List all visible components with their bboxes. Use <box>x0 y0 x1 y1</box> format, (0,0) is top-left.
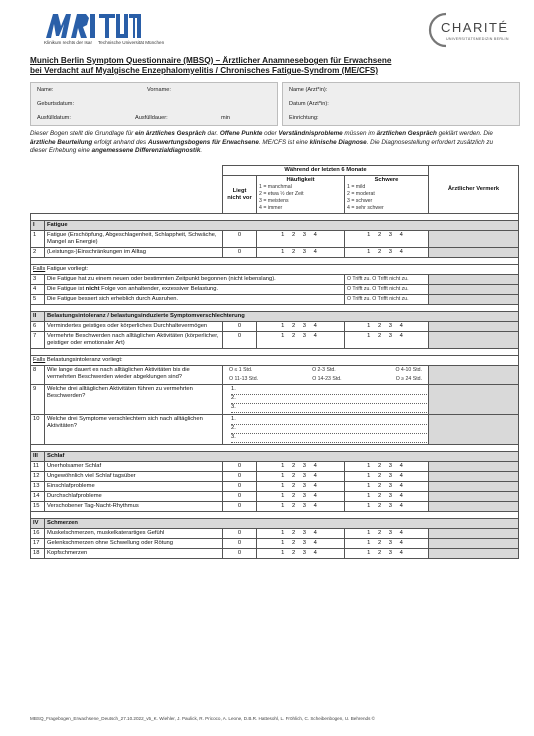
charite-subtitle: UNIVERSITÄTSMEDIZIN BERLIN <box>446 37 509 41</box>
haeufigkeit-legend-3: 3 = meistens <box>259 198 289 204</box>
haeufigkeit-scale[interactable]: 1 2 3 4 <box>257 549 345 559</box>
item-row <box>31 529 519 539</box>
geburtsdatum-field[interactable]: Geburtsdatum: <box>37 101 74 107</box>
trifft-options[interactable] <box>345 295 429 305</box>
section-title: Schlaf <box>45 452 519 462</box>
item-text: Fatigue (Erschöpfung, Abgeschlagenheit, Schlappheit, Schwäche, Mangel an Energie) <box>45 231 223 248</box>
conditional-falls: Falls <box>33 357 46 363</box>
item-row <box>31 549 519 559</box>
trifft-options[interactable] <box>345 285 429 295</box>
patient-info-box <box>30 82 278 126</box>
haeufigkeit-scale[interactable]: 1 2 3 4 <box>257 332 345 349</box>
spacer <box>31 349 519 356</box>
liegt-header: Liegt nicht vor <box>223 176 257 214</box>
liegt-nicht-vor-option[interactable]: 0 <box>223 231 257 248</box>
haeufigkeit-scale[interactable]: 1 2 3 4 <box>257 529 345 539</box>
item-number: 17 <box>31 539 45 549</box>
trifft-zu-option[interactable]: O Trifft zu. <box>347 276 371 282</box>
liegt-nicht-vor-option[interactable]: 0 <box>223 462 257 472</box>
schwere-scale[interactable]: 1 2 3 4 <box>345 332 429 349</box>
haeufigkeit-header <box>257 176 345 214</box>
item-number: 2 <box>31 248 45 258</box>
item-number: 11 <box>31 462 45 472</box>
schwere-legend-3: 3 = schwer <box>347 198 373 204</box>
item-number: 12 <box>31 472 45 482</box>
conditional-text <box>31 265 519 275</box>
item-row <box>31 539 519 549</box>
vermerk-header: Ärztlicher Vermerk <box>429 166 519 214</box>
section-number: III <box>31 452 45 462</box>
item-row <box>31 295 519 305</box>
vermerk-cell <box>429 285 519 295</box>
item-text: Welche drei Symptome verschlechtern sich nach alltäglichen Aktivitäten? <box>45 415 223 445</box>
item-number: 1 <box>31 231 45 248</box>
schwere-scale[interactable]: 1 2 3 4 <box>345 472 429 482</box>
item-number: 7 <box>31 332 45 349</box>
item-number: 9 <box>31 385 45 415</box>
trifft-zu-option[interactable]: O Trifft zu. <box>347 286 371 292</box>
duration-options <box>223 366 429 385</box>
item-number: 14 <box>31 492 45 502</box>
vermerk-cell <box>429 231 519 248</box>
questionnaire-table <box>30 165 519 559</box>
vermerk-cell <box>429 295 519 305</box>
free-text-line[interactable] <box>231 386 431 395</box>
liegt-nicht-vor-option[interactable]: 0 <box>223 492 257 502</box>
line-number: 3. <box>231 434 236 440</box>
item-text: Ungewöhnlich viel Schlaf tagsüber <box>45 472 223 482</box>
item-text: Die Fatigue hat zu einem neuen oder bestimmten Zeitpunkt begonnen (nicht lebenslang). <box>45 275 345 285</box>
liegt-nicht-vor-option[interactable]: 0 <box>223 248 257 258</box>
haeufigkeit-scale[interactable]: 1 2 3 4 <box>257 231 345 248</box>
haeufigkeit-scale[interactable]: 1 2 3 4 <box>257 462 345 472</box>
vermerk-cell <box>429 539 519 549</box>
haeufigkeit-scale[interactable]: 1 2 3 4 <box>257 482 345 492</box>
vermerk-cell <box>429 275 519 285</box>
trifft-zu-option[interactable]: O Trifft zu. <box>347 296 371 302</box>
item-row <box>31 472 519 482</box>
free-text-lines <box>223 415 429 445</box>
trifft-options[interactable] <box>345 275 429 285</box>
item-text: Einschlafprobleme <box>45 482 223 492</box>
free-text-line[interactable] <box>231 395 431 404</box>
title-line-1: Munich Berlin Symptom Questionnaire (MBSQ) – Ärztlicher Anamnesebogen für Erwachsene <box>30 56 392 65</box>
item-text: Durchschlafprobleme <box>45 492 223 502</box>
trifft-nicht-zu-option[interactable]: O Trifft nicht zu. <box>372 276 409 282</box>
duration-option[interactable]: O 2-3 Std. <box>312 367 336 373</box>
schwere-scale[interactable]: 1 2 3 4 <box>345 482 429 492</box>
intro-bold: ärztliche Beurteilung <box>30 138 93 146</box>
liegt-nicht-vor-option[interactable]: 0 <box>223 472 257 482</box>
item-row <box>31 322 519 332</box>
item-number: 13 <box>31 482 45 492</box>
spacer <box>31 305 519 312</box>
item-row <box>31 275 519 285</box>
klinikum-label: Klinikum rechts der Isar <box>44 40 92 45</box>
schwere-title: Schwere <box>374 177 399 183</box>
vermerk-cell <box>429 366 519 385</box>
period-header: Während der letzten 6 Monate <box>223 166 429 176</box>
item-row <box>31 366 519 385</box>
free-text-lines <box>223 385 429 415</box>
conditional-text <box>31 356 519 366</box>
item-row <box>31 285 519 295</box>
duration-option[interactable]: O 14-23 Std. <box>312 376 342 382</box>
spacer <box>31 512 519 519</box>
haeufigkeit-legend-4: 4 = immer <box>259 205 283 211</box>
item-text-bold: nicht <box>85 286 100 292</box>
haeufigkeit-legend-2: 2 = etwa ½ der Zeit <box>259 191 304 197</box>
section-schmerzen <box>31 519 519 529</box>
liegt-nicht-vor-option[interactable]: 0 <box>223 529 257 539</box>
schwere-scale[interactable]: 1 2 3 4 <box>345 502 429 512</box>
header-row-period <box>31 166 519 176</box>
intro-bold: angemessene Differenzialdiagnostik <box>91 147 201 155</box>
conditional-rest: Belastungsintoleranz vorliegt: <box>45 357 123 363</box>
line-number: 1. <box>231 386 236 392</box>
charite-logo-text: CHARITÉ <box>441 20 509 35</box>
page-title <box>30 56 510 76</box>
item-number: 18 <box>31 549 45 559</box>
vermerk-cell <box>429 415 519 445</box>
intro-bold: Offene Punkte <box>219 130 263 137</box>
liegt-nicht-vor-option[interactable]: 0 <box>223 502 257 512</box>
schwere-scale[interactable]: 1 2 3 4 <box>345 529 429 539</box>
item-row <box>31 231 519 248</box>
free-text-line[interactable] <box>231 404 431 413</box>
vorname-field[interactable]: Vorname: <box>147 87 171 93</box>
section-number: I <box>31 221 45 231</box>
liegt-nicht-vor-option[interactable]: 0 <box>223 549 257 559</box>
conditional-header <box>31 265 519 275</box>
item-number: 10 <box>31 415 45 445</box>
vermerk-cell <box>429 332 519 349</box>
item-text: Vermindertes geistiges oder körperliches Durchhaltevermögen <box>45 322 223 332</box>
intro-text <box>30 130 510 156</box>
tum-label: Technische Universität München <box>98 40 165 45</box>
section-schlaf <box>31 452 519 462</box>
vermerk-cell <box>429 529 519 539</box>
haeufigkeit-legend-1: 1 = manchmal <box>259 184 292 190</box>
item-text: Verschobener Tag-Nacht-Rhythmus <box>45 502 223 512</box>
item-number: 6 <box>31 322 45 332</box>
vermerk-cell <box>429 462 519 472</box>
haeufigkeit-scale[interactable]: 1 2 3 4 <box>257 322 345 332</box>
item-number: 3 <box>31 275 45 285</box>
intro-bold: Verständnisprobleme <box>278 130 343 137</box>
intro-bold: ärztlichen Gespräch <box>376 130 437 137</box>
vermerk-cell <box>429 248 519 258</box>
intro-seg: . Die Diagnosestellung erfordert zusätzlich zu dieser Erhebung eine <box>30 138 494 155</box>
vermerk-cell <box>429 322 519 332</box>
intro-bold: ein ärztliches Gespräch <box>135 130 206 137</box>
schwere-scale[interactable]: 1 2 3 4 <box>345 231 429 248</box>
item-text: Gelenkschmerzen ohne Schwellung oder Rötung <box>45 539 223 549</box>
arzt-name-field[interactable]: Name (Arzt*in): <box>289 87 328 93</box>
trifft-nicht-zu-option[interactable]: O Trifft nicht zu. <box>372 286 409 292</box>
intro-seg: erfolgt anhand des <box>92 138 148 146</box>
vermerk-cell <box>429 472 519 482</box>
vermerk-cell <box>429 492 519 502</box>
duration-option[interactable]: O ≤ 1 Std. <box>229 367 253 373</box>
intro-seg: geklärt werden. Die <box>436 130 493 137</box>
item-number: 16 <box>31 529 45 539</box>
item-text: Kopfschmerzen <box>45 549 223 559</box>
item-number: 8 <box>31 366 45 385</box>
haeufigkeit-scale[interactable]: 1 2 3 4 <box>257 492 345 502</box>
ausfuelldatum-field[interactable]: Ausfülldatum: <box>37 115 71 121</box>
item-row <box>31 332 519 349</box>
name-field[interactable]: Name: <box>37 87 54 93</box>
item-text <box>45 285 345 295</box>
duration-option[interactable]: O 4-10 Std. <box>395 367 422 373</box>
liegt-nicht-vor-option[interactable]: 0 <box>223 332 257 349</box>
header-blank <box>31 166 223 214</box>
item-number: 15 <box>31 502 45 512</box>
vermerk-cell <box>429 482 519 492</box>
schwere-header <box>345 176 429 214</box>
haeufigkeit-scale[interactable]: 1 2 3 4 <box>257 502 345 512</box>
section-pem <box>31 312 519 322</box>
intro-seg: . ME/CFS ist eine <box>258 138 310 146</box>
line-number: 2. <box>231 395 236 401</box>
conditional-rest: Fatigue vorliegt: <box>45 266 89 272</box>
item-row <box>31 502 519 512</box>
schwere-legend-1: 1 = mild <box>347 184 366 190</box>
intro-bold: Auswertungsbogens für Erwachsene <box>147 138 259 146</box>
intro-seg: oder <box>262 130 279 137</box>
schwere-legend-4: 4 = sehr schwer <box>347 205 384 211</box>
item-row <box>31 462 519 472</box>
schwere-scale[interactable]: 1 2 3 4 <box>345 492 429 502</box>
ausfuelldauer-field[interactable]: Ausfülldauer: <box>135 115 168 121</box>
liegt-nicht-vor-option[interactable]: 0 <box>223 482 257 492</box>
item-row <box>31 415 519 445</box>
line-number: 2. <box>231 425 236 431</box>
haeufigkeit-scale[interactable]: 1 2 3 4 <box>257 248 345 258</box>
duration-option[interactable]: O 11-13 Std. <box>229 376 259 382</box>
intro-seg: Dieser Bogen stellt die Grundlage für <box>30 130 136 137</box>
item-text: Unerholsamer Schlaf <box>45 462 223 472</box>
item-text: (Leistungs-)Einschränkungen im Alltag <box>45 248 223 258</box>
section-number: II <box>31 312 45 322</box>
schwere-scale[interactable]: 1 2 3 4 <box>345 549 429 559</box>
item-text: Die Fatigue bessert sich erheblich durch Ausruhen. <box>45 295 345 305</box>
item-text: Wie lange dauert es nach alltäglichen Aktivitäten bis die vermehrten Beschwerden wieder abgeklungen sind? <box>45 366 223 385</box>
duration-option[interactable]: O ≥ 24 Std. <box>395 376 422 382</box>
section-number: IV <box>31 519 45 529</box>
item-text: Vermehrte Beschwerden nach alltäglichen Aktivitäten (körperlicher, geistiger oder emotionaler Art) <box>45 332 223 349</box>
intro-bold: klinische Diagnose <box>309 138 367 146</box>
item-text-part: Die Fatigue ist <box>47 286 86 292</box>
title-line-2: bei Verdacht auf Myalgische Enzephalomyelitis / Chronisches Fatigue-Syndrom (ME/CFS) <box>30 66 379 75</box>
haeufigkeit-title: Häufigkeit <box>286 177 315 183</box>
line-number: 3. <box>231 404 236 410</box>
vermerk-cell <box>429 385 519 415</box>
vermerk-cell <box>429 502 519 512</box>
line-number: 1. <box>231 416 236 422</box>
vermerk-cell <box>429 549 519 559</box>
intro-seg: müssen im <box>342 130 377 137</box>
conditional-falls: Falls <box>33 266 46 272</box>
arzt-datum-field[interactable]: Datum (Arzt*in): <box>289 101 329 107</box>
spacer <box>31 445 519 452</box>
liegt-nicht-vor-option[interactable]: 0 <box>223 322 257 332</box>
free-text-line[interactable] <box>231 434 431 443</box>
haeufigkeit-scale[interactable]: 1 2 3 4 <box>257 539 345 549</box>
item-row <box>31 248 519 258</box>
section-fatigue <box>31 221 519 231</box>
item-row <box>31 492 519 502</box>
item-text-part: Folge von anhaltender, exzessiver Belastung. <box>99 286 219 292</box>
item-number: 4 <box>31 285 45 295</box>
section-title: Belastungsintoleranz / belastungsinduzierte Symptomverschlechterung <box>45 312 519 322</box>
section-title: Fatigue <box>45 221 519 231</box>
schwere-scale[interactable]: 1 2 3 4 <box>345 539 429 549</box>
item-text: Welche drei alltäglichen Aktivitäten führen zu vermehrten Beschwerden? <box>45 385 223 415</box>
haeufigkeit-scale[interactable]: 1 2 3 4 <box>257 472 345 482</box>
footer-text: MBSQ_Fragebogen_Erwachsene_Deutsch_27.10.2022_v5_K. Wiehler, J. Paulick, R. Pricoco, A. Leone, D.B.R. Hattesohl, L. Fröhlich, C. Scheibenbogen, U. Behrends © <box>30 716 376 721</box>
item-row <box>31 482 519 492</box>
schwere-scale[interactable]: 1 2 3 4 <box>345 322 429 332</box>
mri-tum-logo <box>44 10 142 40</box>
schwere-scale[interactable]: 1 2 3 4 <box>345 462 429 472</box>
schwere-legend-2: 2 = moderat <box>347 191 375 197</box>
minutes-unit: min <box>221 115 231 121</box>
item-row <box>31 385 519 415</box>
item-number: 5 <box>31 295 45 305</box>
free-text-line[interactable] <box>231 425 431 434</box>
physician-info-box <box>282 82 520 126</box>
einrichtung-field[interactable]: Einrichtung: <box>289 115 319 121</box>
liegt-nicht-vor-option[interactable]: 0 <box>223 539 257 549</box>
section-title: Schmerzen <box>45 519 519 529</box>
trifft-nicht-zu-option[interactable]: O Trifft nicht zu. <box>372 296 409 302</box>
schwere-scale[interactable]: 1 2 3 4 <box>345 248 429 258</box>
spacer <box>31 258 519 265</box>
intro-seg: . <box>200 147 203 155</box>
conditional-header <box>31 356 519 366</box>
item-text: Muskelschmerzen, muskelkaterartiges Gefühl <box>45 529 223 539</box>
spacer <box>31 214 519 221</box>
free-text-line[interactable] <box>231 416 431 425</box>
intro-seg: dar. <box>205 130 220 137</box>
